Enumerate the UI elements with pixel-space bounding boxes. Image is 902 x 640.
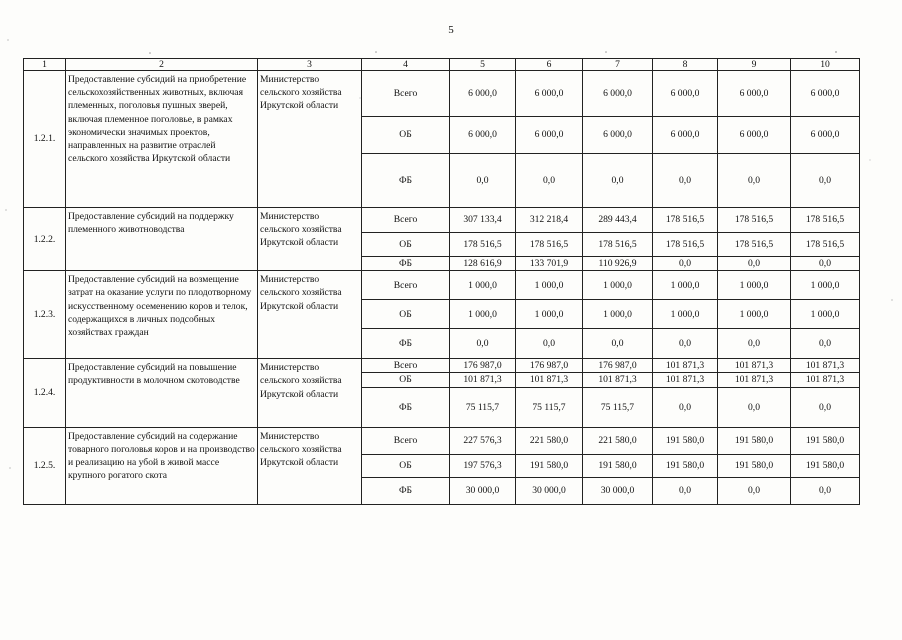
funding-source: Всего: [362, 271, 450, 300]
amount-cell: 191 580,0: [718, 454, 791, 477]
funding-source: Всего: [362, 208, 450, 233]
amount-cell: 6 000,0: [791, 117, 860, 154]
col-header: 9: [718, 59, 791, 71]
row-number: 1.2.2.: [24, 208, 66, 271]
col-header: 3: [258, 59, 362, 71]
amount-cell: 30 000,0: [516, 477, 583, 504]
measure-name: Предоставление субсидий на повышение продуктивности в молочном скотоводстве: [66, 359, 258, 427]
row-number: 1.2.3.: [24, 271, 66, 359]
responsible-executor: Министерство сельского хозяйства Иркутской области: [258, 427, 362, 504]
amount-cell: 101 871,3: [718, 359, 791, 373]
amount-cell: 75 115,7: [516, 387, 583, 427]
measure-name: Предоставление субсидий на приобретение сельскохозяйственных животных, включая племенных, поголовья пушных зверей, включая племенное поголовье, в рамках экономически значимых проектов, направленных на развитие отраслей сельского хозяйства Иркутской области: [66, 71, 258, 208]
amount-cell: 197 576,3: [450, 454, 516, 477]
table-row: [24, 208, 860, 233]
amount-cell: 191 580,0: [653, 454, 718, 477]
funding-source: ОБ: [362, 300, 450, 329]
amount-cell: 6 000,0: [516, 71, 583, 117]
amount-cell: 307 133,4: [450, 208, 516, 233]
amount-cell: 227 576,3: [450, 427, 516, 454]
amount-cell: 191 580,0: [583, 454, 653, 477]
amount-cell: 191 580,0: [516, 454, 583, 477]
amount-cell: 0,0: [718, 329, 791, 359]
table-row: [24, 359, 860, 373]
responsible-executor: Министерство сельского хозяйства Иркутской области: [258, 359, 362, 427]
amount-cell: 0,0: [653, 387, 718, 427]
funding-source: ОБ: [362, 233, 450, 257]
amount-cell: 178 516,5: [718, 233, 791, 257]
amount-cell: 6 000,0: [450, 71, 516, 117]
amount-cell: 191 580,0: [718, 427, 791, 454]
amount-cell: 101 871,3: [583, 373, 653, 387]
amount-cell: 191 580,0: [791, 427, 860, 454]
measure-name: Предоставление субсидий на содержание товарного поголовья коров и на производство и реализацию на убой в живой массе крупного рогатого скота: [66, 427, 258, 504]
funding-source: Всего: [362, 71, 450, 117]
page-number: 5: [448, 24, 454, 36]
amount-cell: 0,0: [718, 257, 791, 271]
amount-cell: 221 580,0: [516, 427, 583, 454]
amount-cell: 1 000,0: [653, 271, 718, 300]
amount-cell: 1 000,0: [516, 300, 583, 329]
funding-source: ФБ: [362, 477, 450, 504]
col-header: 4: [362, 59, 450, 71]
amount-cell: 0,0: [450, 154, 516, 208]
amount-cell: 178 516,5: [791, 208, 860, 233]
amount-cell: 191 580,0: [791, 454, 860, 477]
amount-cell: 6 000,0: [653, 117, 718, 154]
col-header: 5: [450, 59, 516, 71]
amount-cell: 1 000,0: [583, 300, 653, 329]
amount-cell: 30 000,0: [450, 477, 516, 504]
amount-cell: 6 000,0: [653, 71, 718, 117]
amount-cell: 101 871,3: [450, 373, 516, 387]
row-number: 1.2.5.: [24, 427, 66, 504]
funding-source: ФБ: [362, 154, 450, 208]
amount-cell: 1 000,0: [718, 271, 791, 300]
amount-cell: 101 871,3: [791, 373, 860, 387]
amount-cell: 178 516,5: [450, 233, 516, 257]
funding-source: ФБ: [362, 329, 450, 359]
amount-cell: 0,0: [791, 477, 860, 504]
responsible-executor: Министерство сельского хозяйства Иркутской области: [258, 208, 362, 271]
amount-cell: 101 871,3: [516, 373, 583, 387]
amount-cell: 30 000,0: [583, 477, 653, 504]
amount-cell: 0,0: [516, 154, 583, 208]
table-row: [24, 427, 860, 454]
col-header: 8: [653, 59, 718, 71]
amount-cell: 6 000,0: [450, 117, 516, 154]
amount-cell: 75 115,7: [450, 387, 516, 427]
amount-cell: 0,0: [653, 329, 718, 359]
funding-source: ОБ: [362, 117, 450, 154]
amount-cell: 128 616,9: [450, 257, 516, 271]
amount-cell: 0,0: [718, 154, 791, 208]
amount-cell: 0,0: [718, 477, 791, 504]
amount-cell: 1 000,0: [516, 271, 583, 300]
amount-cell: 75 115,7: [583, 387, 653, 427]
amount-cell: 6 000,0: [516, 117, 583, 154]
amount-cell: 6 000,0: [583, 117, 653, 154]
amount-cell: 0,0: [583, 154, 653, 208]
col-header: 7: [583, 59, 653, 71]
row-number: 1.2.4.: [24, 359, 66, 427]
col-header: 10: [791, 59, 860, 71]
amount-cell: 0,0: [791, 387, 860, 427]
amount-cell: 1 000,0: [653, 300, 718, 329]
funding-source: ОБ: [362, 373, 450, 387]
table-row: [24, 71, 860, 117]
amount-cell: 1 000,0: [718, 300, 791, 329]
amount-cell: 101 871,3: [653, 373, 718, 387]
col-header: 2: [66, 59, 258, 71]
amount-cell: 0,0: [791, 154, 860, 208]
amount-cell: 6 000,0: [583, 71, 653, 117]
amount-cell: 6 000,0: [791, 71, 860, 117]
measure-name: Предоставление субсидий на поддержку племенного животноводства: [66, 208, 258, 271]
amount-cell: 1 000,0: [791, 271, 860, 300]
col-header: 6: [516, 59, 583, 71]
amount-cell: 6 000,0: [718, 71, 791, 117]
amount-cell: 133 701,9: [516, 257, 583, 271]
amount-cell: 289 443,4: [583, 208, 653, 233]
amount-cell: 0,0: [791, 329, 860, 359]
amount-cell: 0,0: [791, 257, 860, 271]
amount-cell: 1 000,0: [450, 271, 516, 300]
header-row: [24, 59, 860, 71]
responsible-executor: Министерство сельского хозяйства Иркутской области: [258, 271, 362, 359]
amount-cell: 0,0: [653, 257, 718, 271]
col-header: 1: [24, 59, 66, 71]
responsible-executor: Министерство сельского хозяйства Иркутской области: [258, 71, 362, 208]
amount-cell: 0,0: [583, 329, 653, 359]
amount-cell: 0,0: [653, 477, 718, 504]
amount-cell: 101 871,3: [653, 359, 718, 373]
amount-cell: 176 987,0: [450, 359, 516, 373]
subsidy-table: [23, 58, 860, 505]
amount-cell: 0,0: [516, 329, 583, 359]
amount-cell: 6 000,0: [718, 117, 791, 154]
amount-cell: 110 926,9: [583, 257, 653, 271]
amount-cell: 176 987,0: [516, 359, 583, 373]
funding-source: ОБ: [362, 454, 450, 477]
funding-source: Всего: [362, 427, 450, 454]
table-row: [24, 271, 860, 300]
funding-source: Всего: [362, 359, 450, 373]
amount-cell: 312 218,4: [516, 208, 583, 233]
amount-cell: 0,0: [653, 154, 718, 208]
amount-cell: 1 000,0: [791, 300, 860, 329]
funding-source: ФБ: [362, 257, 450, 271]
funding-source: ФБ: [362, 387, 450, 427]
amount-cell: 0,0: [450, 329, 516, 359]
amount-cell: 178 516,5: [718, 208, 791, 233]
amount-cell: 0,0: [718, 387, 791, 427]
amount-cell: 178 516,5: [516, 233, 583, 257]
amount-cell: 176 987,0: [583, 359, 653, 373]
amount-cell: 101 871,3: [791, 359, 860, 373]
measure-name: Предоставление субсидий на возмещение затрат на оказание услуги по плодотворному искусственному осеменению коров и телок, содержащихся в личных подсобных хозяйствах граждан: [66, 271, 258, 359]
amount-cell: 101 871,3: [718, 373, 791, 387]
amount-cell: 178 516,5: [583, 233, 653, 257]
amount-cell: 191 580,0: [653, 427, 718, 454]
amount-cell: 1 000,0: [450, 300, 516, 329]
amount-cell: 1 000,0: [583, 271, 653, 300]
amount-cell: 178 516,5: [791, 233, 860, 257]
amount-cell: 178 516,5: [653, 233, 718, 257]
amount-cell: 221 580,0: [583, 427, 653, 454]
amount-cell: 178 516,5: [653, 208, 718, 233]
row-number: 1.2.1.: [24, 71, 66, 208]
